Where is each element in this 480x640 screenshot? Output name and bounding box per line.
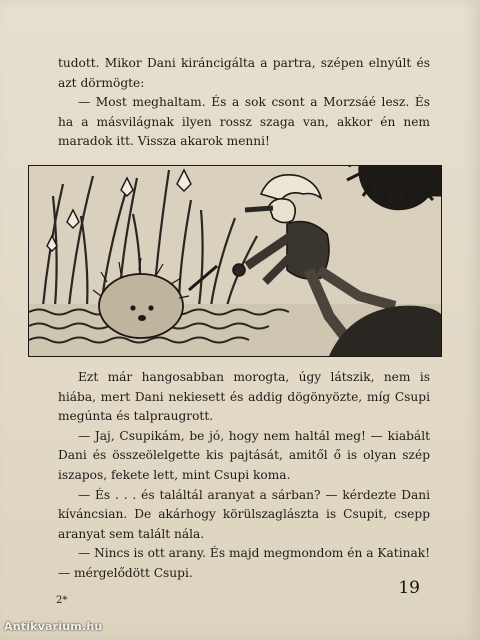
text-block-top [58,54,430,152]
signature-mark: 2* [56,595,68,606]
page-number: 19 [398,578,420,598]
illustration [28,165,442,357]
text-block-bottom [58,368,430,584]
paragraph: — Most meghaltam. És a sok csont a Morzsáé lesz. És ha a másvilágnak ilyen rossz szaga van, akkor én nem maradok itt. Vissza akarok menni! [58,95,430,149]
watermark: Antikvarium.hu [4,620,103,633]
paragraph: Ezt már hangosabban morogta, úgy látszik, nem is hiába, mert Dani nekiesett és addig dögönyözte, míg Csupi megúnta és talpraugrott. [58,370,430,424]
paragraph: — Nincs is ott arany. És majd megmondom én a Katinak! — mérgelődött Csupi. [58,546,430,580]
paragraph: — És . . . és találtál aranyat a sárban? — kérdezte Dani kíváncsian. De akárhogy körülszaglászta is Csupit, csepp aranyat sem talált nála. [58,487,430,541]
paragraph: tudott. Mikor Dani kiráncigálta a partra, szépen elnyúlt és azt dörmögte: [58,56,430,90]
illustration-drawing [29,166,441,356]
paragraph: — Jaj, Csupikám, be jó, hogy nem haltál meg! — kiabált Dani és összeölelgette kis pajtását, amitől ő is olyan szép iszapos, fekete lett, mint Csupi koma. [58,428,430,482]
